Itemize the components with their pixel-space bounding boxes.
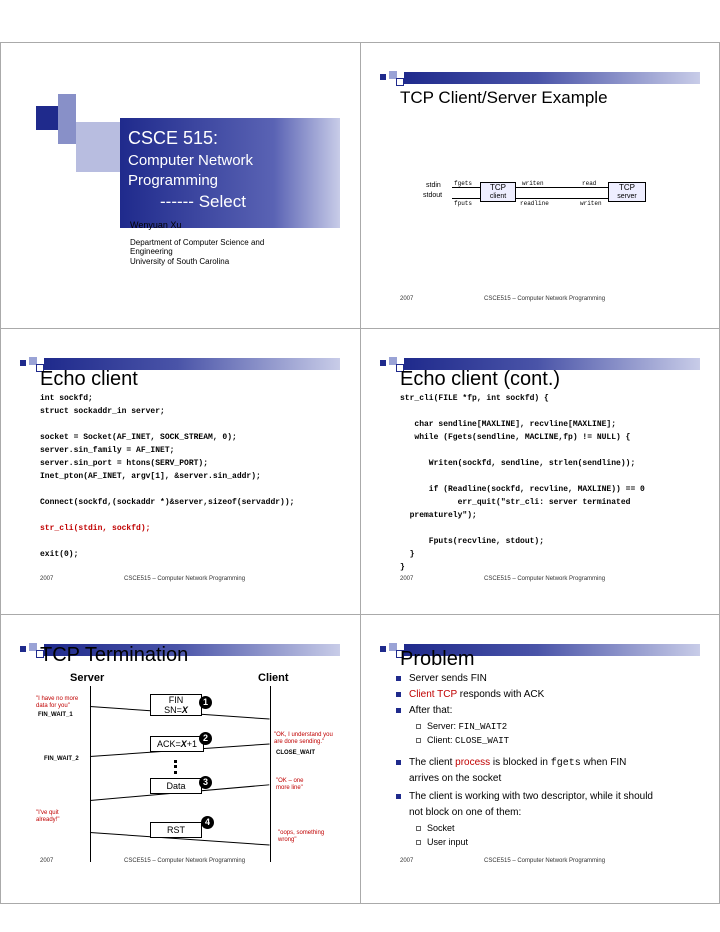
fin-wait-1-label: FIN_WAIT_1: [38, 712, 73, 718]
server-line: [90, 686, 91, 862]
footer-course: CSCE515 – Computer Network Programming: [484, 296, 606, 302]
code-line: server.sin_family = AF_INET;: [40, 446, 175, 455]
close-wait-label: CLOSE_WAIT: [276, 750, 316, 756]
decor-block: [76, 122, 120, 172]
code-line: exit(0);: [40, 550, 79, 559]
arrow: [452, 198, 480, 199]
code-line: str_cli(stdin, sockfd);: [40, 524, 151, 533]
slide5-title: TCP Termination: [40, 644, 189, 666]
slide1-subtitle-3: ------ Select: [160, 192, 246, 211]
stdout-label: stdout: [423, 192, 443, 199]
code-line: }: [400, 563, 405, 572]
bullet-5: The client is working with two descriptor, while it should: [396, 790, 696, 804]
server-label: Server: [70, 672, 105, 684]
arrow: [516, 187, 608, 188]
bullet-2: Client TCP responds with ACK: [396, 688, 696, 702]
step-2: 2: [199, 732, 212, 745]
slide-5: [0, 614, 360, 900]
code-line: err_quit("str_cli: server terminated: [400, 498, 631, 507]
bullet-3: After that:: [396, 704, 696, 718]
code-line: Writen(sockfd, sendline, strlen(sendline));: [400, 459, 636, 468]
slide-1: [0, 42, 360, 328]
slide4-title: Echo client (cont.): [400, 368, 561, 390]
ack-box: ACK=X+1: [150, 736, 204, 752]
step-1: 1: [199, 696, 212, 709]
note-understand: "OK, I understand you are done sending.": [274, 732, 333, 745]
client-label: Client: [258, 672, 289, 684]
slide6-title: Problem: [400, 648, 475, 670]
code-line: Fputs(recvline, stdout);: [400, 537, 545, 546]
arrow: [516, 198, 608, 199]
author: Wenyuan Xu: [130, 220, 182, 230]
footer-course: CSCE515 – Computer Network Programming: [124, 858, 246, 864]
footer-course: CSCE515 – Computer Network Programming: [124, 576, 246, 582]
slide2-title: TCP Client/Server Example: [400, 88, 608, 107]
read-label: read: [582, 180, 597, 187]
code-line: Connect(sockfd,(sockaddr *)&server,sizeof(servaddr));: [40, 498, 295, 507]
slide1-subtitle-1: Computer Network: [128, 152, 254, 169]
fputs-label: fputs: [454, 200, 473, 207]
code-line: Inet_pton(AF_INET, argv[1], &server.sin_addr);: [40, 472, 261, 481]
code-line: if (Readline(sockfd, recvline, MAXLINE)) == 0: [400, 485, 645, 494]
slide-2: [360, 42, 720, 328]
code-line: int sockfd;: [40, 394, 93, 403]
readline-label: readline: [520, 200, 549, 207]
footer-course: CSCE515 – Computer Network Programming: [484, 858, 606, 864]
code-line: server.sin_port = htons(SERV_PORT);: [40, 459, 209, 468]
footer-year: 2007: [400, 576, 414, 582]
code-line: prematurely");: [400, 511, 477, 520]
dept-1: Department of Computer Science and: [130, 238, 265, 247]
stdin-label: stdin: [426, 182, 441, 189]
footer-course: CSCE515 – Computer Network Programming: [484, 576, 606, 582]
tcp-client-box: TCP client: [480, 182, 516, 202]
slide-4: [360, 328, 720, 614]
footer-year: 2007: [400, 296, 414, 302]
code-line: }: [400, 550, 415, 559]
step-3: 3: [199, 776, 212, 789]
decor-block: [36, 106, 58, 130]
fin-box: FIN SN=X: [150, 694, 202, 716]
note-no-more-data: "I have no more data for you": [36, 696, 79, 709]
slide1-title: CSCE 515:: [128, 128, 219, 148]
logo-icon: [380, 70, 404, 88]
sub-bullet-client: Client: CLOSE_WAIT: [416, 734, 509, 747]
dept-2: Engineering: [130, 247, 173, 256]
rst-box: RST: [150, 822, 202, 838]
fgets-label: fgets: [454, 180, 473, 187]
bullet-4: The client process is blocked in fgets when FIN: [396, 756, 696, 771]
note-quit: "I've quit already!": [36, 810, 60, 823]
footer-year: 2007: [400, 858, 414, 864]
code-line: struct sockaddr_in server;: [40, 407, 165, 416]
code-line: str_cli(FILE *fp, int sockfd) {: [400, 394, 549, 403]
code-line: while (Fgets(sendline, MACLINE,fp) != NULL) {: [400, 433, 631, 442]
note-one-more-line: "OK – one more line": [276, 778, 304, 791]
slide-6: [360, 614, 720, 900]
data-box: Data: [150, 778, 202, 794]
fin-wait-2-label: FIN_WAIT_2: [44, 756, 79, 762]
footer-year: 2007: [40, 858, 54, 864]
footer-year: 2007: [40, 576, 54, 582]
slide3-title: Echo client: [40, 368, 138, 390]
decor-block: [58, 94, 76, 144]
note-oops: "oops, something wrong": [278, 830, 325, 843]
sub-bullet-user-input: User input: [416, 836, 468, 848]
sub-bullet-server: Server: FIN_WAIT2: [416, 720, 507, 733]
writen-label: writen: [522, 180, 544, 187]
bullet-4-cont: arrives on the socket: [409, 773, 502, 784]
header-band: [404, 72, 700, 84]
step-4: 4: [201, 816, 214, 829]
slide-3: [0, 328, 360, 614]
code-line: socket = Socket(AF_INET, SOCK_STREAM, 0);: [40, 433, 237, 442]
dept-3: University of South Carolina: [130, 257, 230, 266]
sub-bullet-socket: Socket: [416, 822, 455, 834]
slide1-subtitle-2: Programming: [128, 172, 219, 189]
writen-label: writen: [580, 200, 602, 207]
arrow: [452, 187, 480, 188]
code-line: char sendline[MAXLINE], recvline[MAXLINE];: [400, 420, 617, 429]
ellipsis-icon: [174, 760, 177, 774]
client-line: [270, 686, 271, 862]
tcp-server-box: TCP server: [608, 182, 646, 202]
bullet-5-cont: not block on one of them:: [409, 807, 522, 818]
bullet-1: Server sends FIN: [396, 672, 696, 686]
